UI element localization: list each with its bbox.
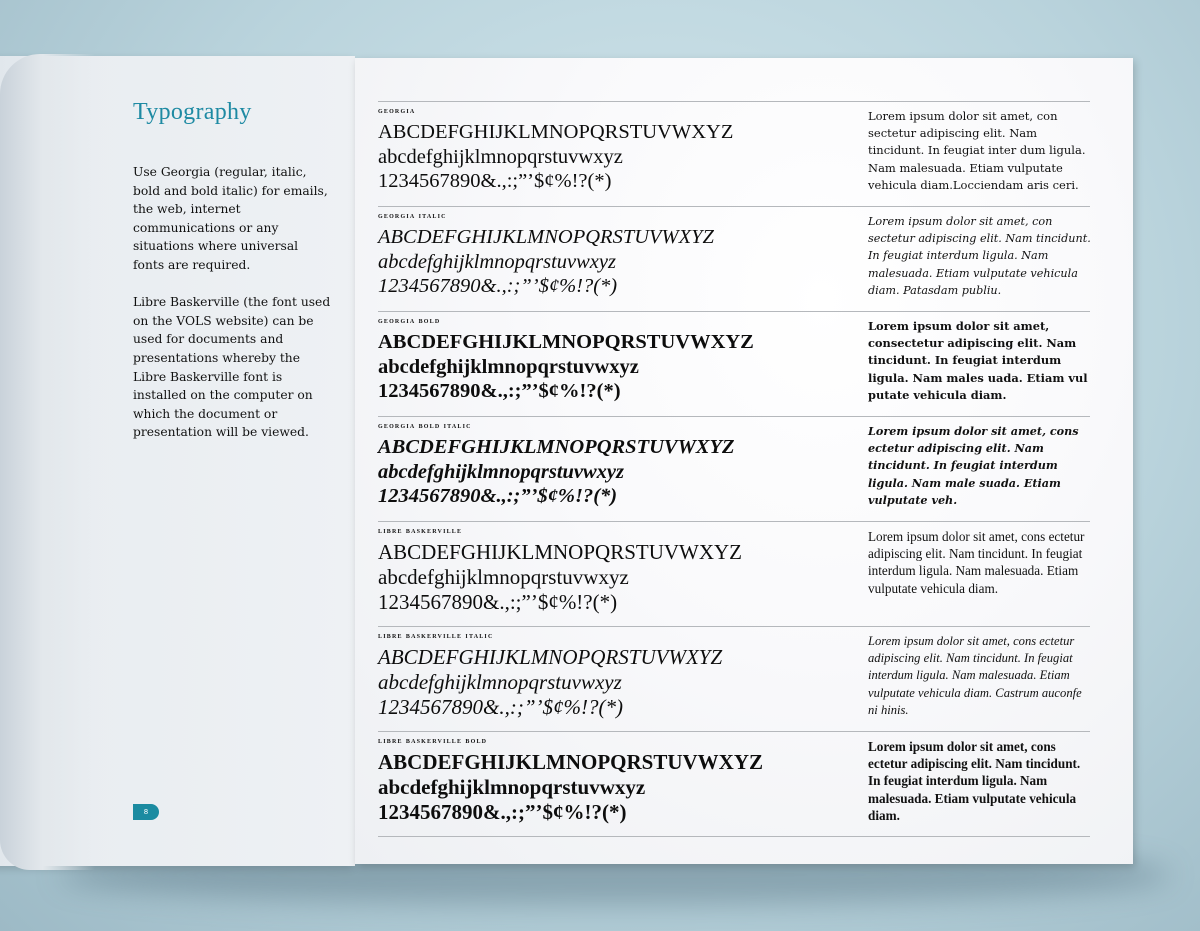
specimen-libre-baskerville-italic <box>378 626 1090 731</box>
lowercase-glyphs: abcdefghijklmnopqrstuvwxyz <box>378 460 625 483</box>
glyph-set <box>378 330 754 404</box>
numeral-glyphs: 1234567890&.,:;”’$¢%!?(*) <box>378 275 618 297</box>
sample-paragraph: Lorem ipsum dolor sit amet, cons ectetur adipiscing elit. Nam tincidunt. In feugiat interdum ligula. Nam malesuada. Etiam vulputate vehicula diam. <box>868 529 1085 596</box>
numeral-glyphs: 1234567890&.,:;”’$¢%!?(*) <box>378 695 623 719</box>
uppercase-glyphs: ABCDEFGHIJKLMNOPQRSTUVWXYZ <box>378 331 754 353</box>
page-number-tab: 8 <box>133 804 159 820</box>
intro-text <box>133 163 333 461</box>
lowercase-glyphs: abcdefghijklmnopqrstuvwxyz <box>378 250 616 273</box>
uppercase-glyphs: ABCDEFGHIJKLMNOPQRSTUVWXYZ <box>378 540 743 564</box>
numeral-glyphs: 1234567890&.,:;”’$¢%!?(*) <box>378 485 618 507</box>
type-specimen-list <box>378 101 1090 837</box>
lowercase-glyphs: abcdefghijklmnopqrstuvwxyz <box>378 670 622 694</box>
lowercase-glyphs: abcdefghijklmnopqrstuvwxyz <box>378 775 646 799</box>
numeral-glyphs: 1234567890&.,:;”’$¢%!?(*) <box>378 590 618 614</box>
lowercase-glyphs: abcdefghijklmnopqrstuvwxyz <box>378 145 623 168</box>
glyph-set <box>378 225 714 299</box>
sample-paragraph: Lorem ipsum dolor sit amet, consectetur adipiscing elit. Nam tincidunt. In feugiat interdum ligula. Nam males uada. Etiam vul putate vehicula diam. <box>868 319 1088 402</box>
specimen-label: georgia bold <box>378 316 441 325</box>
specimen-georgia-bold-italic <box>378 416 1090 521</box>
page-title: Typography <box>133 99 252 125</box>
sample-paragraph: Lorem ipsum dolor sit amet, cons ectetur adipiscing elit. Nam tincidunt. In feugiat interdum ligula. Nam male suada. Etiam vulputate veh. <box>868 424 1079 507</box>
uppercase-glyphs: ABCDEFGHIJKLMNOPQRSTUVWXYZ <box>378 436 735 458</box>
specimen-label: libre baskerville <box>378 526 463 535</box>
uppercase-glyphs: ABCDEFGHIJKLMNOPQRSTUVWXYZ <box>378 645 723 669</box>
glyph-set <box>378 645 722 720</box>
glyph-set <box>378 120 733 194</box>
specimen-label: georgia bold italic <box>378 421 472 430</box>
specimen-label: georgia italic <box>378 211 447 220</box>
specimen-libre-baskerville-bold <box>378 731 1090 837</box>
sample-paragraph: Lorem ipsum dolor sit amet, con sectetur adipiscing elit. Nam tincidunt. In feugiat inter dum ligula. Nam malesuada. Etiam vulputate vehicula diam.Locciendam aris ceri. <box>868 109 1086 192</box>
intro-paragraph-georgia: Use Georgia (regular, italic, bold and bold italic) for emails, the web, internet communications or any situations where universal fonts are required. <box>133 165 328 272</box>
specimen-libre-baskerville <box>378 521 1090 626</box>
glyph-set <box>378 750 763 825</box>
specimen-georgia-italic <box>378 206 1090 311</box>
lowercase-glyphs: abcdefghijklmnopqrstuvwxyz <box>378 355 639 378</box>
uppercase-glyphs: ABCDEFGHIJKLMNOPQRSTUVWXYZ <box>378 121 734 143</box>
numeral-glyphs: 1234567890&.,:;”’$¢%!?(*) <box>378 800 627 824</box>
specimen-label: libre baskerville bold <box>378 736 488 745</box>
uppercase-glyphs: ABCDEFGHIJKLMNOPQRSTUVWXYZ <box>378 226 714 248</box>
glyph-set <box>378 435 735 509</box>
sample-paragraph: Lorem ipsum dolor sit amet, con sectetur adipiscing elit. Nam tincidunt. In feugiat interdum ligula. Nam malesuada. Etiam vulputate vehicula diam. Patasdam publiu. <box>868 215 1091 297</box>
numeral-glyphs: 1234567890&.,:;”’$¢%!?(*) <box>378 380 621 402</box>
numeral-glyphs: 1234567890&.,:;”’$¢%!?(*) <box>378 170 612 192</box>
lowercase-glyphs: abcdefghijklmnopqrstuvwxyz <box>378 565 629 589</box>
specimen-georgia-bold <box>378 311 1090 416</box>
uppercase-glyphs: ABCDEFGHIJKLMNOPQRSTUVWXYZ <box>378 750 764 774</box>
specimen-georgia <box>378 101 1090 206</box>
sample-paragraph: Lorem ipsum dolor sit amet, cons ectetur adipiscing elit. Nam tincidunt. In feugiat interdum ligula. Nam malesuada. Etiam vulputate vehicula diam. Castrum auconfe ni hinis. <box>868 634 1082 717</box>
specimen-label: georgia <box>378 106 416 115</box>
sample-paragraph: Lorem ipsum dolor sit amet, cons ectetur adipiscing elit. Nam tincidunt. In feugiat interdum ligula. Nam malesuada. Etiam vulputate vehicula diam. <box>868 739 1081 823</box>
specimen-label: libre baskerville italic <box>378 631 494 640</box>
intro-paragraph-libre-baskerville: Libre Baskerville (the font used on the VOLS website) can be used for documents and presentations whereby the Libre Baskerville font is installed on the computer on which the document or presentation will be viewed. <box>133 295 331 440</box>
glyph-set <box>378 540 742 615</box>
